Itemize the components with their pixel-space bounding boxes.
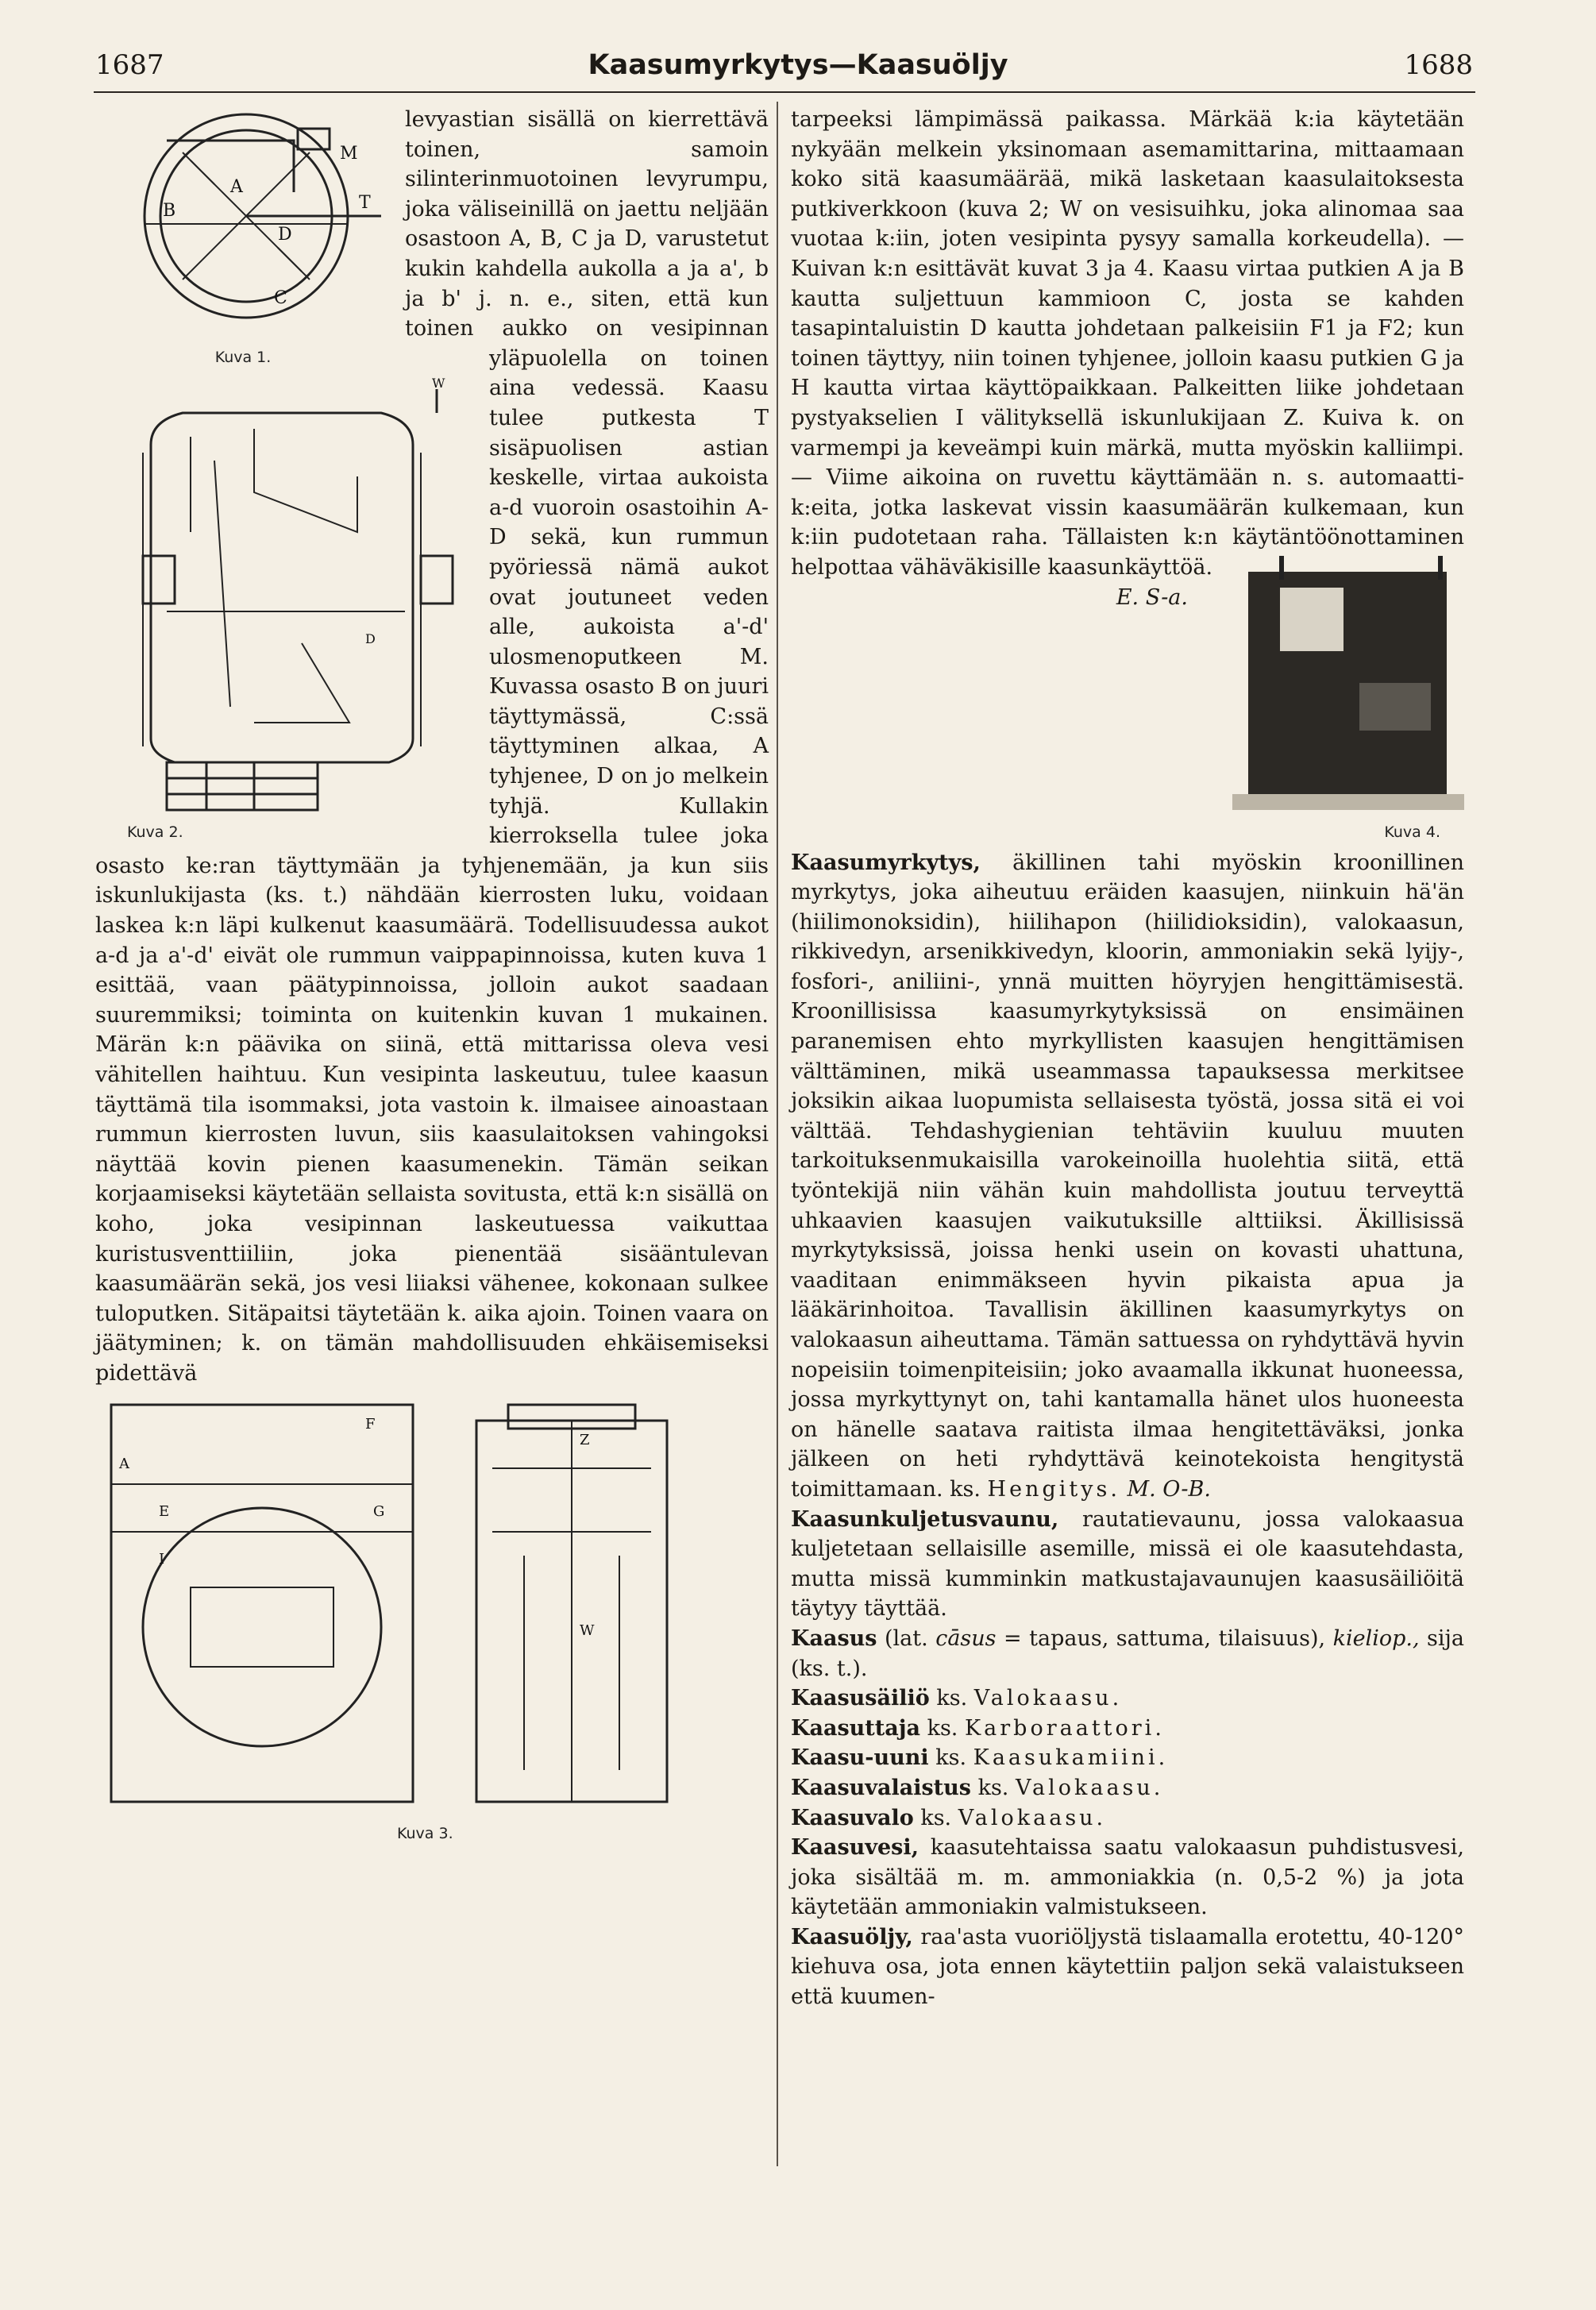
wet-gas-meter-diagram bbox=[95, 105, 391, 343]
entry-ref bbox=[791, 1714, 1464, 1744]
caption-kuva-3: Kuva 3. bbox=[397, 1824, 453, 1842]
label-c: C bbox=[274, 288, 287, 308]
gas-meter-continued bbox=[791, 105, 1464, 841]
signature-mob: M. O-B. bbox=[1127, 1476, 1211, 1502]
caption-kuva-1: Kuva 1. bbox=[214, 349, 272, 366]
entry-kaasuvesi bbox=[791, 1833, 1464, 1922]
entry-kaasumyrkytys-ref: Hengitys. bbox=[987, 1476, 1120, 1502]
column-divider bbox=[777, 102, 778, 2166]
entry-ref-target: Kaasukamiini. bbox=[973, 1745, 1169, 1771]
caption-kuva-4: Kuva 4. bbox=[1384, 823, 1440, 841]
entry-ref-headword: Kaasuvalo bbox=[791, 1805, 914, 1830]
entry-kaasunkuljetusvaunu-headword: Kaasunkuljetusvaunu, bbox=[791, 1506, 1059, 1532]
figure-kuva-4 bbox=[1232, 556, 1464, 848]
entry-ref bbox=[791, 1803, 1464, 1834]
entry-kaasus bbox=[791, 1624, 1464, 1683]
label-b: B bbox=[163, 201, 176, 221]
entry-kaasumyrkytys-body: äkillinen tahi myöskin kroonillinen myrkytys, joka aiheutuu eräiden kaasujen, niinkuin hä'än (hiilimonoksidin), hiilihapon (hiilidioksidin), valokaasun, rikkivedyn, arsenikkivedyn, kloorin, ammoniakin sekä lyijy-, fosfori-, aniliini-, ynnä muitten höyryjen hengittämisestä. Kroonillisissa kaasumyrkytyksissä on ensimäinen paranemisen ehto myrkyllisten kaasujen hengittämisen välttäminen, mikä useammassa tapauksessa merkitsee joksikin aikaa luopumista sellaisesta työstä, jossa sitä ei voi välttää. Tehdashygienian tehtäviin kuuluu muuten tarkoituksenmukaisilla varokeinoilla huolehtia siitä, että työntekijä niin vähän kuin mahdollista joutuu terveyttä uhkaavien kaasujen vaikutuksille alttiiksi. Äkillisissä myrkytyksissä, joissa henki usein on kovasti uhattuna, vaaditaan enimmäkseen hyvin pikaista apua ja lääkärinhoitoa. Tavallisin äkillinen kaasumyrkytys on valokaasun aiheuttama. Tämän sattuessa on ryhdyttävä hyvin nopeisiin toimenpiteisiin; joko avaamalla ikkunat huoneessa, jossa myrkyttynyt on, tahi kantamalla hänet ulos huoneesta on hänelle saatava raitista ilmaa hengitettäväksi, jonka jälkeen on heti ryhdyttävä keinotekoista hengitystä toimittamaan. ks. bbox=[791, 850, 1464, 1502]
gas-meter-text-part: tarpeeksi lämpimässä paikassa. Märkää k:ia käytetään nykyään melkein yksinomaan asemamittarina, mittaamaan koko sitä kaasumäärää, mikä lasketaan kaasulaitoksesta putkiverkkoon (kuva 2; W on vesisuihku, joka alinomaa saa vuotaa k:iin, joten vesipinta pysyy samalla korkeudella). — Kuivan k:n esittävät kuvat 3 ja 4. Kaasu virtaa putkien A ja B kautta suljettuun kammioon C, josta se kahden tasapintaluistin D kautta johdetaan palkeisiin F1 ja F2; kun toinen täyttyy, niin toinen tyhjenee, jolloin kaasu putkien G ja H kautta virtaa käyttöpaikkaan. Palkeitten liike johdetaan pystyakselien I välityksellä iskunlukijaan Z. Kuiva k. on varmempi ja keveämpi kuin märkä, mutta myöskin kalliimpi. — Viime aikoina on ruvettu käyttämään n. s. automaatti-k:eita, jotka laskevat vissin kaasumäärän kulkemaan, kun k:iin pudotetaan raha. Tällaisten k:n käytäntöönottaminen helpottaa vähäväkisille kaasunkäyttöä. bbox=[791, 107, 1464, 580]
entry-ref-headword: Kaasuvalaistus bbox=[791, 1775, 971, 1800]
right-column bbox=[791, 105, 1464, 2012]
entry-kaasus-mid: = tapaus, sattuma, tilaisuus), bbox=[1004, 1625, 1326, 1651]
label-i: I bbox=[159, 1550, 165, 1568]
entry-ref-headword: Kaasusäiliö bbox=[791, 1686, 930, 1711]
entry-kaasus-latin: cāsus bbox=[935, 1625, 997, 1651]
caption-kuva-2: Kuva 2. bbox=[127, 823, 183, 841]
right-page-number: 1688 bbox=[1404, 49, 1473, 81]
entry-kaasumyrkytys bbox=[791, 848, 1464, 1505]
label-w3: W bbox=[580, 1622, 595, 1639]
entry-kaasuoljy-body: raa'asta vuoriöljystä tislaamalla erotettu, 40-120° kiehuva osa, jota ennen käytettiin paljon sekä valaistukseen että kuumen- bbox=[791, 1924, 1465, 2010]
label-d2: D bbox=[365, 631, 376, 646]
entry-ref-target: Valokaasu. bbox=[958, 1805, 1107, 1830]
figure-kuva-1 bbox=[95, 105, 391, 373]
label-d: D bbox=[278, 225, 292, 245]
entry-kaasus-headword: Kaasus bbox=[791, 1625, 877, 1651]
entry-ref-target: Karboraattori. bbox=[965, 1715, 1165, 1741]
left-column bbox=[95, 105, 769, 1845]
entry-kaasuoljy bbox=[791, 1922, 1464, 2012]
label-e: E bbox=[159, 1502, 170, 1520]
entry-ref-headword: Kaasuttaja bbox=[791, 1715, 920, 1741]
entry-ref bbox=[791, 1773, 1464, 1803]
entry-kaasuvesi-headword: Kaasuvesi, bbox=[791, 1835, 919, 1861]
station-gas-meter-diagram bbox=[95, 373, 475, 818]
entry-kaasumyrkytys-headword: Kaasumyrkytys, bbox=[791, 850, 981, 875]
entry-kaasuoljy-headword: Kaasuöljy, bbox=[791, 1924, 913, 1949]
label-a: A bbox=[230, 177, 243, 197]
left-paragraph: levyastian sisällä on kierrettävä toinen, samoin silinterinmuotoinen levyrumpu, joka väliseinillä on jaettu neljään osastoon A, B, C ja D, varustetut kukin kahdella aukolla a ja a', b ja b' j. n. e., siten, että kun toinen aukko on vesipinnan yläpuolella on toinen aina vedessä. Kaasu tulee putkesta T sisäpuolisen astian keskelle, virtaa aukoista a-d vuoroin osastoihin A-D sekä, kun rummun pyöriessä nämä aukot ovat joutuneet veden alle, aukoista a'-d' ulosmenoputkeen M. Kuvassa osasto B on juuri täyttymässä, C:ssä täyttyminen alkaa, A tyhjenee, D on jo melkein tyhjä. Kullakin kierroksella tulee joka osasto ke:ran täyttymään ja tyhjenemään, ja kun siis iskunlukijasta (ks. t.) nähdään kierrosten luku, voidaan laskea k:n läpi kulkenut kaasumäärä. Todellisuudessa aukot a-d ja a'-d' eivät ole rummun vaippapinnoissa, kuten kuva 1 esittää, vaan päätypinnoissa, jolloin aukot saadaan suuremmiksi; toiminta on kuitenkin kuvan 1 mukainen. Märän k:n päävika on siinä, että mittarissa oleva vesi vähitellen haihtuu. Kun vesipinta laskeutuu, tulee kaasun täyttämä tila isommaksi, jota vastoin k. ilmaisee ainoastaan rummun kierrosten luvun, siis kaasulaitoksen vahingoksi näyttää kovin pienen kaasumenekin. Tämän seikan korjaamiseksi käytetään sellaista sovitusta, että k:n sisällä on koho, joka vesipinnan laskeutuessa vaikuttaa kuristusventtiiliin, joka pienentää sisääntulevan kaasumäärän sekä, jos vesi liiaksi vähenee, kokonaan sulkee tuloputken. Sitäpaitsi täytetään k. aika ajoin. Toinen vaara on jäätyminen; k. on tämän mahdollisuuden ehkäisemiseksi pidettävä bbox=[95, 107, 769, 1386]
signature-esa: E. S-a. bbox=[1116, 584, 1188, 610]
dry-gas-meter-diagram bbox=[95, 1397, 769, 1818]
page-title: Kaasumyrkytys—Kaasuöljy bbox=[588, 49, 1008, 81]
entry-ref bbox=[791, 1743, 1464, 1773]
entry-ref-see: ks. bbox=[936, 1686, 968, 1711]
entry-ref-target: Valokaasu. bbox=[973, 1686, 1123, 1711]
entry-ref-see: ks. bbox=[935, 1745, 967, 1771]
entry-kaasus-pre: (lat. bbox=[885, 1625, 928, 1651]
entry-ref-see: ks. bbox=[920, 1805, 952, 1830]
entry-ref-see: ks. bbox=[927, 1715, 958, 1741]
figure-kuva-3 bbox=[95, 1397, 769, 1845]
entry-kaasuvesi-body: kaasutehtaissa saatu valokaasun puhdistusvesi, joka sisältää m. m. ammoniakkia (n. 0,5-2 %) ja jota käytetään ammoniakin valmistukseen. bbox=[791, 1835, 1464, 1920]
label-a3: A bbox=[119, 1455, 129, 1472]
header-rule bbox=[94, 91, 1475, 93]
label-g: G bbox=[373, 1502, 385, 1520]
figure-kuva-2 bbox=[95, 373, 475, 848]
label-m: M bbox=[340, 144, 358, 164]
label-f: F bbox=[365, 1415, 376, 1433]
entry-kaasunkuljetusvaunu-body: rautatievaunu, jossa valokaasua kuljetetaan sellaisille asemille, missä ei ole kaasutehdasta, mutta missä kumminkin matkustajavaunujen kaasusäiliöitä täytyy täyttää. bbox=[791, 1506, 1464, 1622]
entry-kaasus-italic: kieliop., bbox=[1332, 1625, 1420, 1651]
automatic-meter-picture bbox=[1232, 556, 1464, 818]
label-w: W bbox=[432, 375, 445, 391]
left-page-number: 1687 bbox=[95, 49, 164, 81]
entry-ref-see: ks. bbox=[977, 1775, 1009, 1800]
entry-ref-target: Valokaasu. bbox=[1015, 1775, 1164, 1800]
label-z: Z bbox=[580, 1431, 590, 1448]
entry-kaasunkuljetusvaunu bbox=[791, 1505, 1464, 1624]
entry-ref bbox=[791, 1683, 1464, 1714]
label-t: T bbox=[359, 193, 371, 213]
entry-kaasus-post: sija (ks. t.). bbox=[791, 1625, 1464, 1681]
entry-ref-headword: Kaasu-uuni bbox=[791, 1745, 929, 1771]
